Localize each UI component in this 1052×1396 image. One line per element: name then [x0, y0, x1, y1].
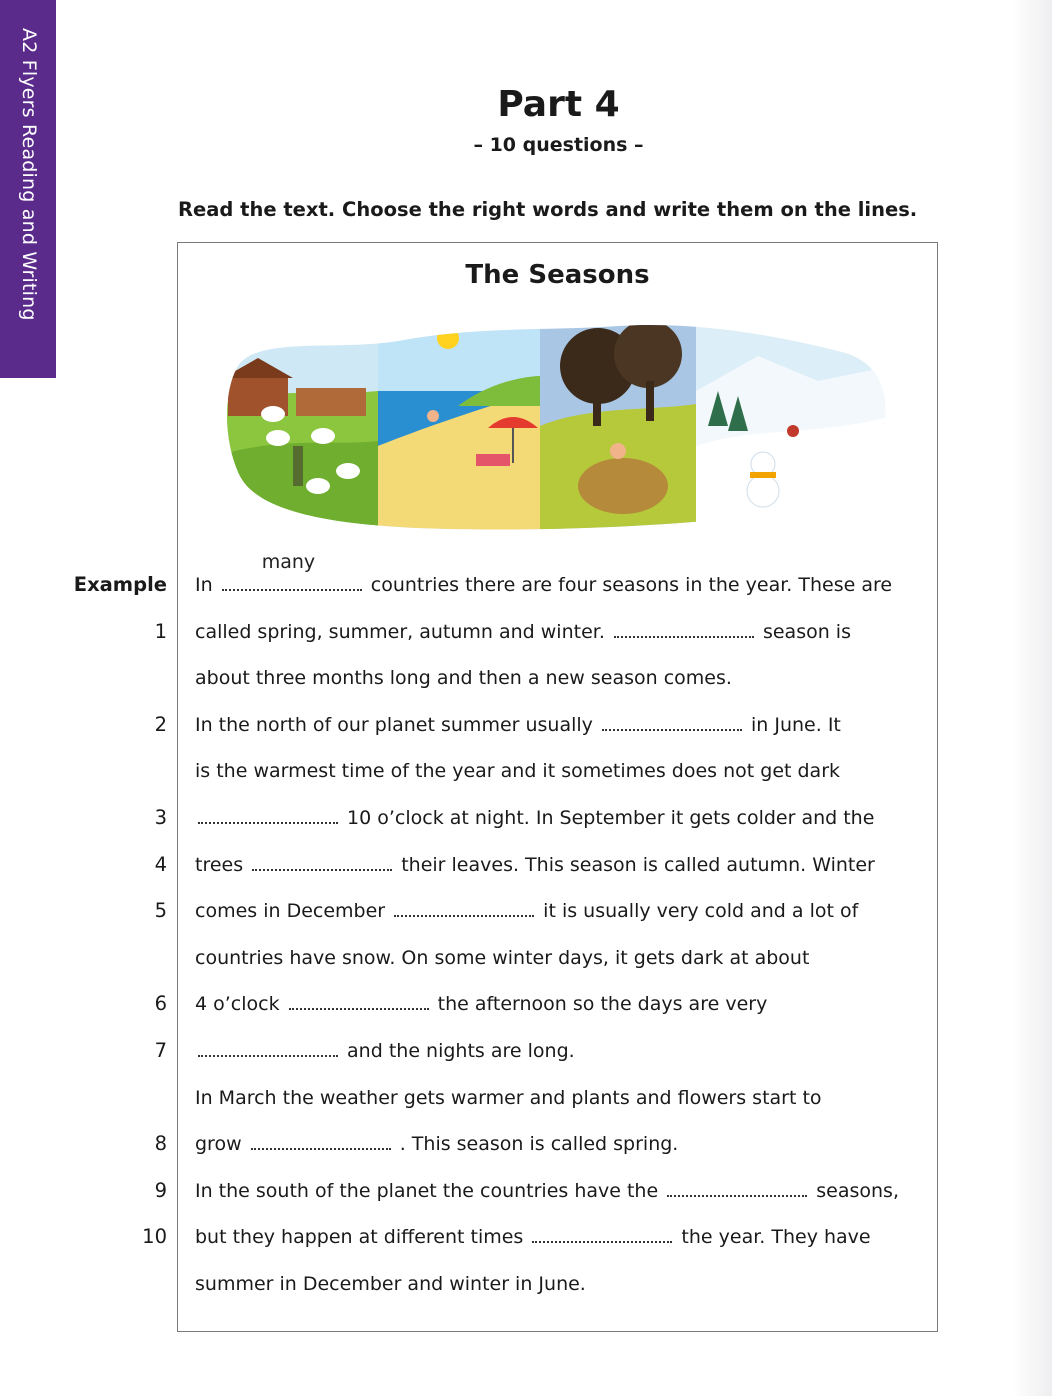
passage-line: [195, 1222, 871, 1252]
passage-line: [195, 989, 767, 1019]
question-number: 1: [154, 619, 167, 643]
passage-text: it is usually very cold and a lot of: [537, 900, 859, 923]
question-number: 5: [154, 899, 167, 923]
passage-text: trees: [195, 853, 244, 876]
passage-text: the afternoon so the days are very: [431, 993, 768, 1016]
passage-text: and the nights are long.: [341, 1040, 575, 1062]
passage-line: [195, 803, 874, 833]
question-number: 8: [154, 1132, 167, 1156]
passage-text: 4 o’clock: [195, 993, 280, 1016]
answer-blank-7[interactable]: [198, 1043, 338, 1057]
instruction: Read the text. Choose the right words and write them on the lines.: [178, 198, 918, 221]
passage-text: countries have snow. On some winter days, it gets dark at about: [195, 946, 810, 969]
example-label: Example: [73, 573, 167, 596]
side-tab-label: A2 Flyers Reading and Writing: [18, 28, 40, 321]
passage-line: [195, 943, 809, 973]
example-answer-line: [222, 551, 362, 591]
passage-text: 10 o’clock at night. In September it gets colder and the: [341, 807, 875, 829]
passage-text: countries there are four seasons in the year. These are: [364, 574, 893, 596]
passage-text: called spring, summer, autumn and winter.: [195, 620, 605, 643]
example-answer: many: [261, 551, 316, 573]
passage-text: but they happen at different times: [195, 1226, 524, 1249]
answer-blank-6[interactable]: [289, 996, 429, 1010]
passage-text: their leaves. This season is called autumn. Winter: [395, 853, 875, 876]
side-tab: [0, 0, 56, 378]
passage-line: [195, 756, 840, 786]
answer-blank-8[interactable]: [251, 1136, 391, 1150]
passage-line: [195, 710, 841, 740]
passage-text: the year. They have: [675, 1226, 871, 1249]
passage-title: The Seasons: [465, 260, 650, 290]
passage-line: [195, 663, 732, 693]
passage-line: [195, 551, 893, 600]
answer-blank-10[interactable]: [532, 1229, 672, 1243]
passage-text: about three months long and then a new season comes.: [195, 667, 732, 690]
passage-line: [195, 850, 875, 880]
passage-text: In March the weather gets warmer and plants and flowers start to: [195, 1086, 822, 1109]
passage-text: season is: [756, 620, 851, 643]
part-title: Part 4: [497, 84, 620, 125]
answer-blank-1[interactable]: [614, 624, 754, 638]
answer-blank-5[interactable]: [394, 903, 534, 917]
passage-text: In the north of our planet summer usually: [195, 713, 593, 736]
question-number: 3: [154, 806, 167, 829]
passage-line: [195, 896, 858, 926]
seasons-illustration: [218, 296, 892, 532]
question-number: 7: [154, 1039, 167, 1062]
passage-text: In: [195, 574, 213, 596]
question-number: 10: [142, 1225, 167, 1249]
passage-text: comes in December: [195, 900, 386, 923]
answer-blank-4[interactable]: [252, 857, 392, 871]
passage-text: grow: [195, 1133, 242, 1156]
question-count: – 10 questions –: [473, 134, 644, 156]
passage-text: seasons,: [810, 1179, 899, 1202]
question-number: 9: [154, 1178, 167, 1202]
page-edge-shadow: [1012, 0, 1052, 1396]
passage-text: summer in December and winter in June.: [195, 1273, 586, 1295]
answer-blank-2[interactable]: [602, 717, 742, 731]
passage-line: [195, 1269, 586, 1299]
question-number: 4: [154, 852, 167, 876]
passage-text: in June. It: [744, 713, 841, 736]
answer-blank-9[interactable]: [667, 1183, 807, 1197]
passage-text: is the warmest time of the year and it sometimes does not get dark: [195, 760, 841, 783]
passage-line: [195, 1129, 678, 1159]
passage-line: [195, 617, 851, 647]
passage-text: In the south of the planet the countries have the: [195, 1179, 659, 1202]
answer-blank-3[interactable]: [198, 810, 338, 824]
passage-line: [195, 1083, 822, 1113]
passage-line: [195, 1176, 899, 1206]
question-number: 6: [154, 992, 167, 1016]
passage-line: [195, 1036, 575, 1066]
question-number: 2: [154, 712, 167, 736]
passage-text: . This season is called spring.: [393, 1133, 679, 1156]
